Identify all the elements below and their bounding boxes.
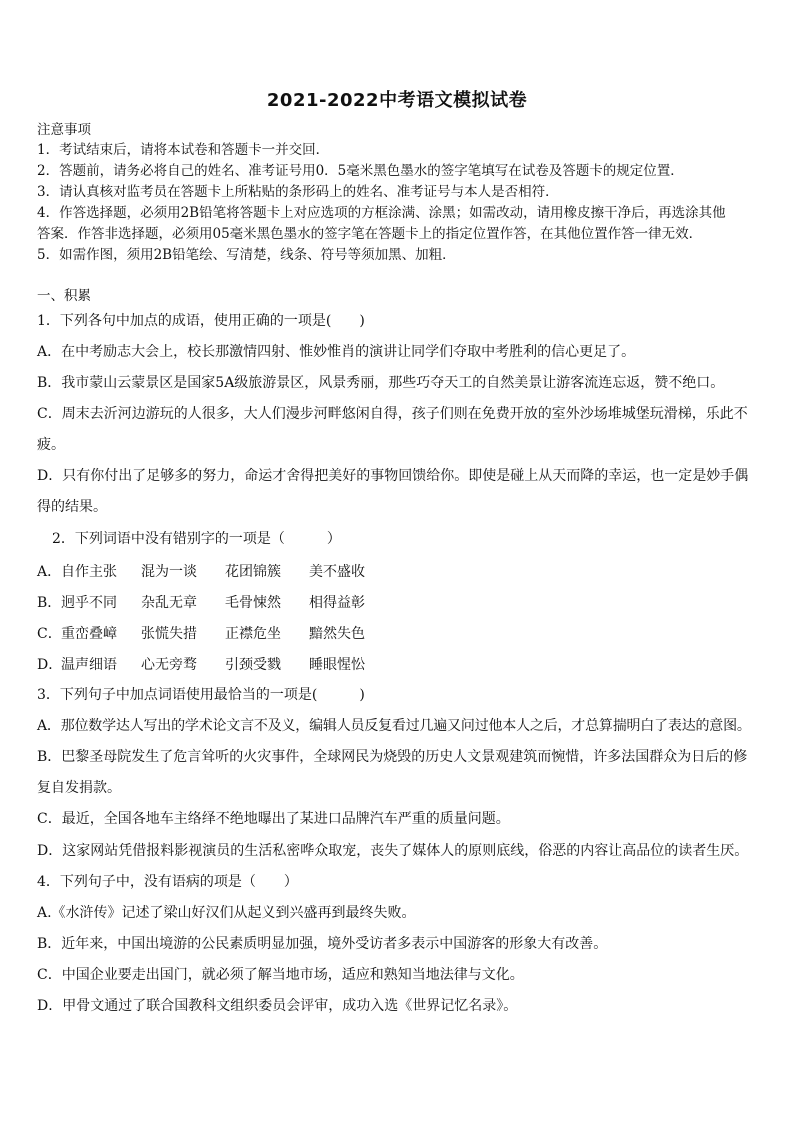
option-row-b: [37, 592, 365, 612]
option-word: 混为一谈: [141, 564, 197, 580]
option-word: 美不盛收: [309, 564, 365, 580]
option-line: D．这家网站凭借报料影视演员的生活私密哗众取宠，丧失了媒体人的原则底线，俗恶的内容让高品位的读者生厌。: [37, 843, 749, 859]
notice-item: 1．考试结束后，请将本试卷和答题卡一并交回．: [37, 142, 330, 158]
option-word: 花团锦簇: [225, 564, 281, 580]
notice-heading: 注意事项: [37, 122, 91, 138]
option-row-c: [37, 623, 365, 643]
option-letter: C．: [37, 626, 62, 642]
option-line: A．那位数学达人写出的学术论文言不及义，编辑人员反复看过几遍又问过他本人之后，才总算揣明白了表达的意图。: [37, 718, 751, 734]
option-word: 张慌失措: [141, 626, 197, 642]
question-stem: 1．下列各句中加点的成语，使用正确的一项是( ): [37, 313, 365, 329]
option-line: A．在中考励志大会上，校长那激情四射、惟妙惟肖的演讲让同学们夺取中考胜利的信心更足了。: [37, 344, 636, 360]
option-line: D．只有你付出了足够多的努力，命运才舍得把美好的事物回馈给你。即使是碰上从天而降的幸运，也一定是妙手偶: [37, 468, 749, 484]
option-word: 心无旁骛: [141, 657, 197, 673]
option-line: B．我市蒙山云蒙景区是国家5A级旅游景区，风景秀丽，那些巧夺天工的自然美景让游客流连忘返，赞不绝口。: [37, 375, 725, 391]
option-letter: A．: [37, 564, 62, 580]
option-word: 引颈受戮: [225, 657, 281, 673]
option-line: C．中国企业要走出国门，就必须了解当地市场，适应和熟知当地法律与文化。: [37, 967, 524, 983]
option-line: C．最近，全国各地车主络绎不绝地曝出了某进口品牌汽车严重的质量问题。: [37, 811, 510, 827]
option-word: 黯然失色: [309, 626, 365, 642]
option-line: 疲。: [37, 437, 65, 453]
notice-item: 3．请认真核对监考员在答题卡上所粘贴的条形码上的姓名、准考证号与本人是否相符．: [37, 184, 559, 200]
page-title: 2021-2022中考语文模拟试卷: [266, 90, 528, 111]
notice-item: 5．如需作图，须用2B铅笔绘、写清楚，线条、符号等须加黑、加粗．: [37, 247, 456, 263]
option-line: 得的结果。: [37, 499, 107, 515]
option-line: C．周末去沂河边游玩的人很多，大人们漫步河畔悠闲自得，孩子们则在免费开放的室外沙场堆城堡玩滑梯，乐此不: [37, 406, 748, 422]
option-line: A.《水浒传》记述了梁山好汉们从起义到兴盛再到最终失败。: [37, 905, 416, 921]
section-heading: 一、积累: [37, 288, 91, 304]
question-stem: 2．下列词语中没有错别字的一项是（ ）: [52, 531, 341, 547]
option-line: 复自发捐款。: [37, 780, 121, 796]
option-word: 自作主张: [61, 564, 117, 580]
option-line: B．巴黎圣母院发生了危言耸听的火灾事件，全球网民为烧毁的历史人文景观建筑而惋惜，许多法国群众为日后的修: [37, 749, 748, 765]
question-stem: 4．下列句子中，没有语病的项是（ ）: [37, 874, 298, 890]
notice-item: 4．作答选择题，必须用2B铅笔将答题卡上对应选项的方框涂满、涂黑；如需改动，请用橡皮擦干净后，再选涂其他: [37, 205, 726, 221]
notice-item: 2．答题前，请务必将自己的姓名、准考证号用0．5毫米黑色墨水的签字笔填写在试卷及答题卡的规定位置．: [37, 163, 684, 179]
option-word: 相得益彰: [309, 595, 365, 611]
option-word: 毛骨悚然: [225, 595, 281, 611]
option-row-d: [37, 654, 365, 674]
question-stem: 3．下列句子中加点词语使用最恰当的一项是( ): [37, 687, 365, 703]
option-row-a: [37, 561, 365, 581]
option-line: D．甲骨文通过了联合国教科文组织委员会评审，成功入选《世界记忆名录》。: [37, 998, 518, 1014]
option-letter: B．: [37, 595, 62, 611]
option-line: B．近年来，中国出境游的公民素质明显加强，境外受访者多表示中国游客的形象大有改善。: [37, 936, 608, 952]
option-word: 杂乱无章: [141, 595, 197, 611]
option-word: 正襟危坐: [225, 626, 281, 642]
notice-item: 答案．作答非选择题，必须用05毫米黑色墨水的签字笔在答题卡上的指定位置作答，在其他位置作答一律无效．: [37, 226, 703, 242]
option-word: 迥乎不同: [61, 595, 117, 611]
option-word: 睡眼惺忪: [309, 657, 365, 673]
option-word: 温声细语: [61, 657, 117, 673]
option-letter: D．: [37, 657, 63, 673]
option-word: 重峦叠嶂: [61, 626, 117, 642]
